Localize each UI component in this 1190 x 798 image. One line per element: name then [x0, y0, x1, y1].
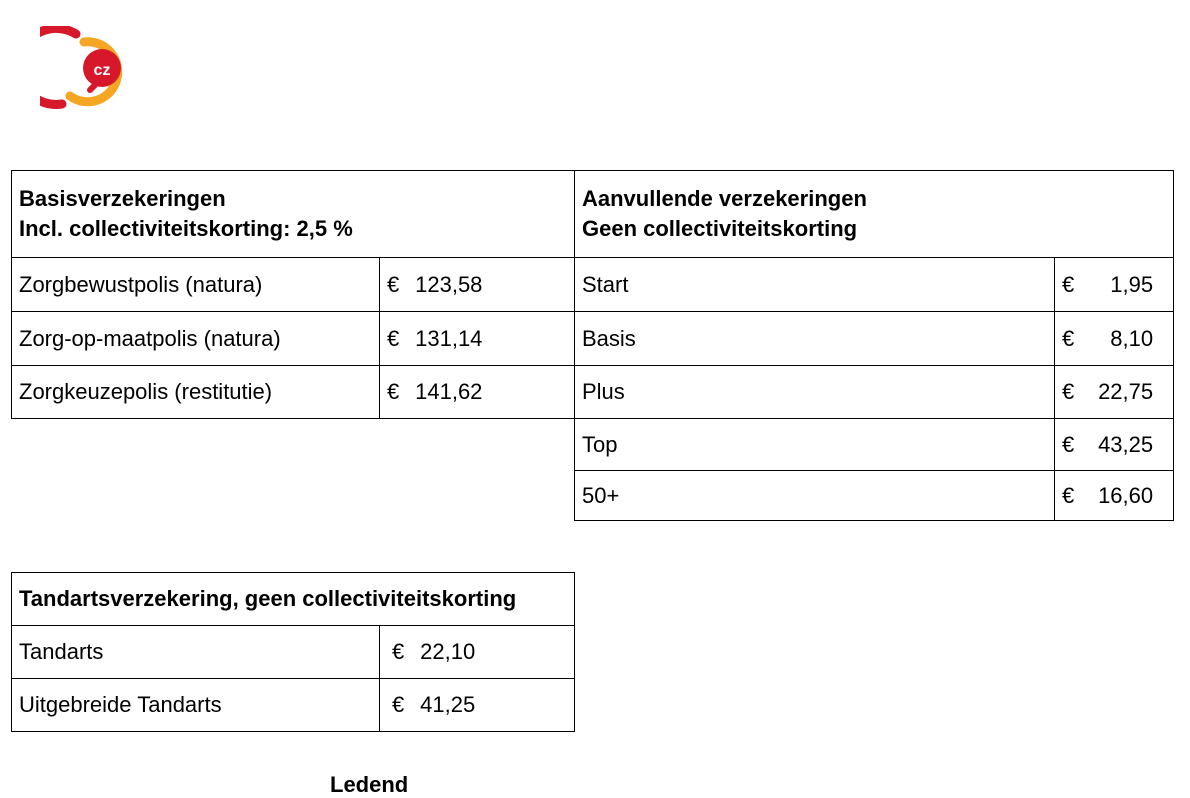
table-row: [12, 312, 575, 366]
table-row: [575, 366, 1174, 419]
table-row: [12, 258, 575, 312]
basis-table: [11, 170, 575, 419]
cut-off-heading: Ledend: [330, 772, 409, 797]
currency-symbol: €: [1062, 271, 1075, 297]
row-label: Start: [575, 258, 1055, 312]
amount: 41,25: [420, 692, 476, 717]
row-price: [1055, 258, 1174, 312]
amount: 1,95: [1110, 271, 1154, 297]
amount: 141,62: [415, 379, 483, 404]
cz-logo: [40, 26, 138, 116]
row-price: [1055, 471, 1174, 521]
tandarts-table: [11, 572, 575, 732]
amount: 43,25: [1098, 431, 1154, 457]
currency-symbol: €: [1062, 431, 1075, 457]
row-label: Tandarts: [12, 626, 380, 679]
row-price: [380, 312, 575, 366]
row-label: Zorgbewustpolis (natura): [12, 258, 380, 312]
table-row: [12, 626, 575, 679]
currency-symbol: €: [387, 325, 400, 351]
row-label: Basis: [575, 312, 1055, 366]
row-price: [380, 366, 575, 419]
tandarts-header: Tandartsverzekering, geen collectiviteitskorting: [12, 573, 575, 626]
table-row: [575, 312, 1174, 366]
table-row: [575, 471, 1174, 521]
table-row: [12, 679, 575, 732]
amount: 8,10: [1110, 325, 1154, 351]
basis-header-title: Basisverzekeringen: [19, 186, 226, 211]
aanvullend-header-subtitle: Geen collectiviteitskorting: [582, 216, 858, 241]
table-row: [575, 258, 1174, 312]
aanvullend-header-title: Aanvullende verzekeringen: [582, 186, 867, 211]
row-label: 50+: [575, 471, 1055, 521]
row-label: Zorgkeuzepolis (restitutie): [12, 366, 380, 419]
aanvullend-header: [575, 171, 1174, 258]
row-price: [1055, 366, 1174, 419]
amount: 22,75: [1098, 379, 1154, 404]
row-label: Zorg-op-maatpolis (natura): [12, 312, 380, 366]
row-label: Plus: [575, 366, 1055, 419]
currency-symbol: €: [392, 692, 405, 717]
row-label: Top: [575, 419, 1055, 471]
row-label: Uitgebreide Tandarts: [12, 679, 380, 732]
currency-symbol: €: [387, 271, 400, 297]
amount: 22,10: [420, 639, 476, 664]
currency-symbol: €: [1062, 379, 1075, 404]
amount: 16,60: [1098, 482, 1154, 508]
row-price: [380, 626, 575, 679]
row-price: [1055, 419, 1174, 471]
currency-symbol: €: [392, 639, 405, 664]
currency-symbol: €: [1062, 325, 1075, 351]
currency-symbol: €: [387, 379, 400, 404]
table-row: [575, 419, 1174, 471]
basis-header: [12, 171, 575, 258]
amount: 123,58: [415, 271, 483, 297]
row-price: [380, 258, 575, 312]
row-price: [380, 679, 575, 732]
aanvullend-table: [574, 170, 1174, 521]
currency-symbol: €: [1062, 482, 1075, 508]
basis-header-subtitle: Incl. collectiviteitskorting: 2,5 %: [19, 216, 353, 241]
logo-text: cz: [93, 62, 111, 79]
table-row: [12, 366, 575, 419]
row-price: [1055, 312, 1174, 366]
amount: 131,14: [415, 325, 483, 351]
